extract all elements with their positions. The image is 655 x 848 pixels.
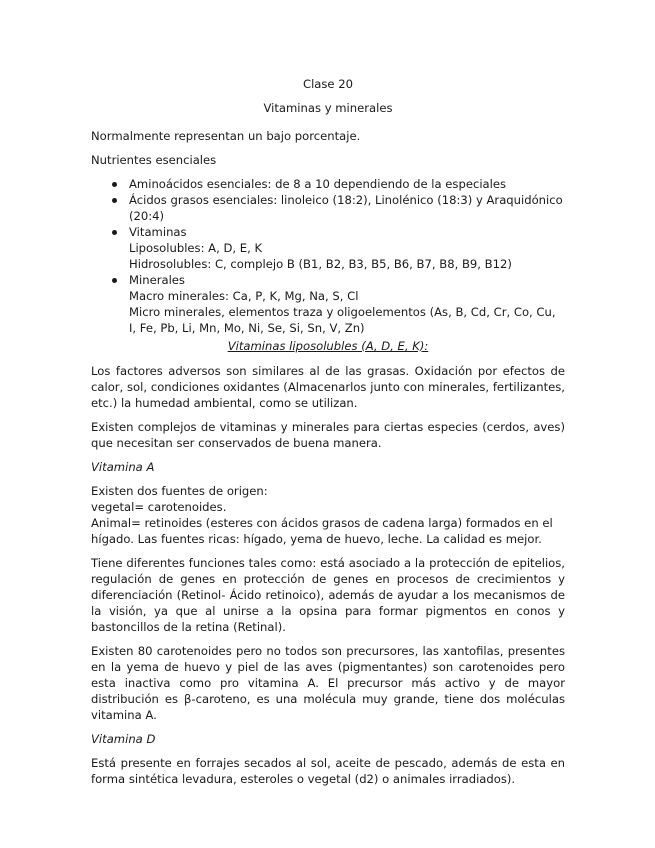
text-line: Animal= retinoides (esteres con ácidos grasos de cadena larga) formados en el hígado. Las fuentes ricas: hígado, yema de huevo, leche. La calidad es mejor. bbox=[91, 516, 553, 546]
page-title: Clase 20 bbox=[302, 77, 354, 91]
paragraph-funciones: Tiene diferentes funciones tales como: está asociado a la protección de epitelios, regulación de genes en protección de genes en procesos de crecimientos y diferenciación (Retinol- Ácido retinoico), además de ayudar a los mecanismos de la visión, ya que al unirse a la opsina para formar pigmentos en conos y bastoncillos de la retina (Retinal). bbox=[91, 556, 565, 634]
list-subitem: Macro minerales: Ca, P, K, Mg, Na, S, Cl bbox=[129, 289, 359, 303]
list-item-label: Minerales bbox=[129, 273, 185, 287]
fuentes-block bbox=[91, 483, 565, 547]
nutrients-list bbox=[91, 176, 565, 336]
section-title: Vitaminas liposolubles (A, D, E, K): bbox=[227, 339, 429, 353]
list-subitem: Liposolubles: A, D, E, K bbox=[129, 241, 263, 255]
list-item bbox=[129, 192, 565, 224]
paragraph-carotenoides: Existen 80 carotenoides pero no todos son precursores, las xantofilas, presentes en la yema de huevo y piel de las aves (pigmentantes) son carotenoides pero esta inactiva como pro vitamina A. El precursor más activo y de mayor distribución es β-caroteno, es una molécula muy grande, tiene dos moléculas vitamina A. bbox=[91, 644, 565, 722]
list-item bbox=[129, 224, 565, 272]
vitamina-a-heading: Vitamina A bbox=[91, 460, 155, 474]
document-content bbox=[91, 76, 565, 795]
list-item-label: Aminoácidos esenciales: de 8 a 10 dependiendo de la especiales bbox=[129, 177, 507, 191]
intro-paragraph: Normalmente representan un bajo porcentaje. bbox=[91, 129, 361, 143]
paragraph-complejos: Existen complejos de vitaminas y minerales para ciertas especies (cerdos, aves) que necesitan ser conservados de buena manera. bbox=[91, 420, 565, 450]
list-item bbox=[129, 176, 565, 192]
paragraph-vitamina-d: Está presente en forrajes secados al sol, aceite de pescado, además de esta en forma sintética levadura, esteroles o vegetal (d2) o animales irradiados). bbox=[91, 756, 565, 786]
nutrients-heading: Nutrientes esenciales bbox=[91, 153, 217, 167]
text-line: Existen dos fuentes de origen: bbox=[91, 484, 268, 498]
list-subitem: Micro minerales, elementos traza y oligoelementos (As, B, Cd, Cr, Co, Cu, I, Fe, Pb, Li, Mn, Mo, Ni, Se, Si, Sn, V, Zn) bbox=[129, 305, 556, 335]
vitamina-d-heading: Vitamina D bbox=[91, 732, 156, 746]
list-subitem: Hidrosolubles: C, complejo B (B1, B2, B3, B5, B6, B7, B8, B9, B12) bbox=[129, 257, 512, 271]
list-item bbox=[129, 272, 565, 336]
text-line: vegetal= carotenoides. bbox=[91, 500, 227, 514]
list-item-label: Ácidos grasos esenciales: linoleico (18:2), Linolénico (18:3) y Araquidónico (20:4) bbox=[129, 193, 563, 223]
list-item-label: Vitaminas bbox=[129, 225, 187, 239]
paragraph-factores: Los factores adversos son similares al de las grasas. Oxidación por efectos de calor, sol, condiciones oxidantes (Almacenarlos junto con minerales, fertilizantes, etc.) la humedad ambiental, como se utilizan. bbox=[91, 364, 565, 410]
page-subtitle: Vitaminas y minerales bbox=[263, 101, 393, 115]
